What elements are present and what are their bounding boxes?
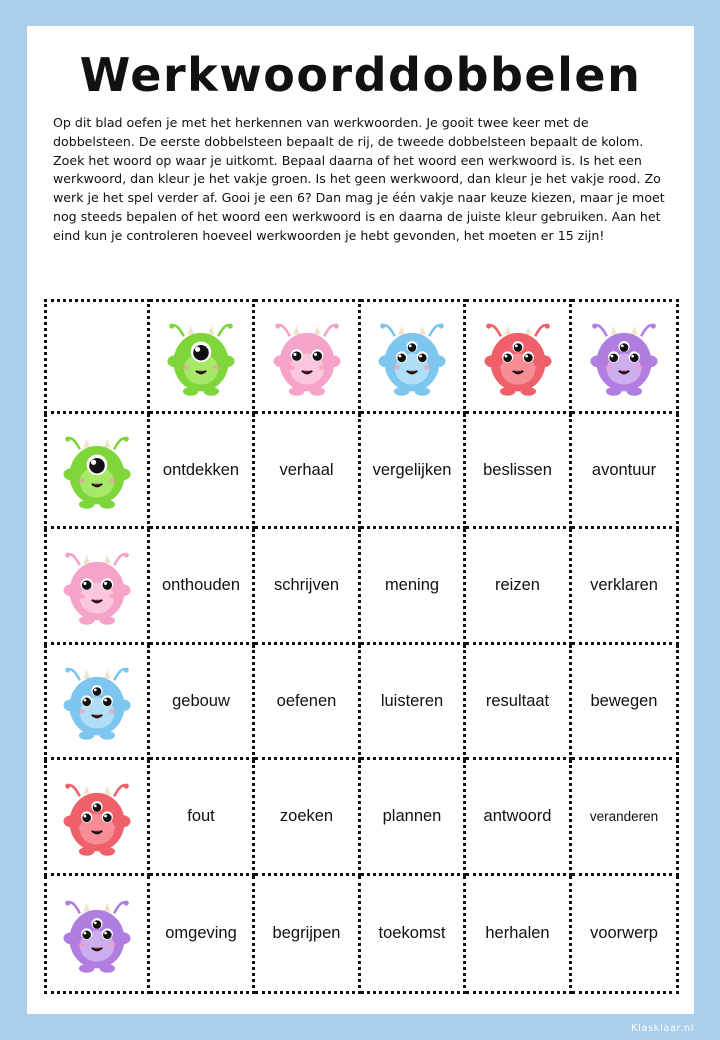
pink-monster-icon [54, 543, 140, 629]
word-cell[interactable]: beslissen [466, 414, 572, 529]
word-cell[interactable]: luisteren [361, 645, 466, 760]
word-cell[interactable]: avontuur [572, 414, 679, 529]
word-cell[interactable]: plannen [361, 760, 466, 876]
word-cell[interactable]: gebouw [150, 645, 255, 760]
row-header-3 [44, 645, 150, 760]
word-cell[interactable]: schrijven [255, 529, 361, 645]
word-cell[interactable]: begrijpen [255, 876, 361, 994]
blue-monster-icon [369, 314, 455, 400]
purple-monster-icon [54, 891, 140, 977]
red-monster-icon [475, 314, 561, 400]
row-header-1 [44, 414, 150, 529]
corner-cell [44, 299, 150, 414]
column-header-3 [361, 299, 466, 414]
page-title: Werkwoorddobbelen [79, 48, 642, 102]
worksheet [27, 26, 694, 1014]
word-cell[interactable]: fout [150, 760, 255, 876]
column-header-5 [572, 299, 679, 414]
word-cell[interactable]: verhaal [255, 414, 361, 529]
row-header-5 [44, 876, 150, 994]
word-cell[interactable]: bewegen [572, 645, 679, 760]
word-cell[interactable]: vergelijken [361, 414, 466, 529]
word-cell[interactable]: ontdekken [150, 414, 255, 529]
purple-monster-icon [581, 314, 667, 400]
word-cell[interactable]: resultaat [466, 645, 572, 760]
word-cell[interactable]: voorwerp [572, 876, 679, 994]
column-header-2 [255, 299, 361, 414]
column-header-4 [466, 299, 572, 414]
word-cell[interactable]: zoeken [255, 760, 361, 876]
word-cell[interactable]: mening [361, 529, 466, 645]
row-header-2 [44, 529, 150, 645]
word-cell[interactable]: herhalen [466, 876, 572, 994]
word-cell[interactable]: verklaren [572, 529, 679, 645]
pink-monster-icon [264, 314, 350, 400]
blue-monster-icon [54, 658, 140, 744]
word-cell[interactable]: veranderen [572, 760, 679, 876]
column-header-1 [150, 299, 255, 414]
dice-grid [44, 299, 679, 994]
word-cell[interactable]: toekomst [361, 876, 466, 994]
word-cell[interactable]: onthouden [150, 529, 255, 645]
instructions-text: Op dit blad oefen je met het herkennen van werkwoorden. Je gooit twee keer met de dobbelsteen. De eerste dobbelsteen bepaalt de rij, de tweede dobbelsteen bepaalt de kolom. Zoek het woord op waar je uitkomt. Bepaal daarna of het woord een werkwoord is. Is het een werkwoord, dan kleur je het vakje groen. Is het geen werkwoord, dan kleur je het vakje rood. Zo werk je het spel verder af. Gooi je een 6? Dan mag je één vakje naar keuze kiezen, maar je moet nog steeds bepalen of het woord een werkwoord is en daarna de juiste kleur gebruiken. Aan het eind kun je controleren hoeveel werkwoorden je hebt gevonden, het moeten er 15 zijn! [53, 115, 665, 243]
green-monster-icon [158, 314, 244, 400]
word-cell[interactable]: oefenen [255, 645, 361, 760]
footer-credit: Klasklaar.nl [631, 1023, 694, 1034]
word-cell[interactable]: reizen [466, 529, 572, 645]
row-header-4 [44, 760, 150, 876]
word-cell[interactable]: antwoord [466, 760, 572, 876]
red-monster-icon [54, 774, 140, 860]
word-cell[interactable]: omgeving [150, 876, 255, 994]
green-monster-icon [54, 427, 140, 513]
